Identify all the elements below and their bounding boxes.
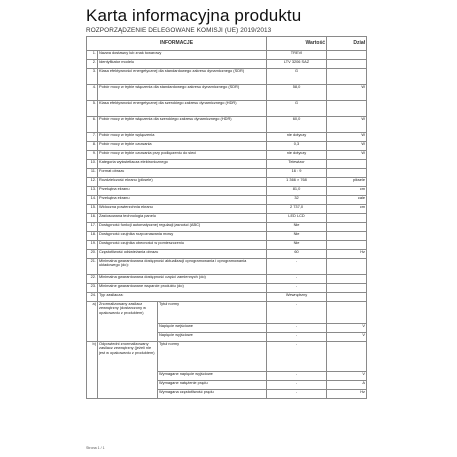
row-parameter: Klasa efektywności energetycznej dla standardowego zakresu dynamicznego (SDR) xyxy=(98,69,267,85)
row-number: 11. xyxy=(87,169,98,178)
row-value: - xyxy=(267,333,327,342)
table-row xyxy=(87,342,367,372)
row-value: 58,0 xyxy=(267,85,327,101)
row-value: - xyxy=(267,259,327,275)
row-unit xyxy=(327,284,367,293)
row-unit: cm xyxy=(327,205,367,214)
row-unit: Hz xyxy=(327,390,367,399)
row-unit: piksele xyxy=(327,178,367,187)
psu-parameter: Tytuł normy xyxy=(158,302,267,324)
row-parameter: Dostępność funkcji automatycznej regulacji jasności (ABC) xyxy=(98,223,267,232)
row-unit xyxy=(327,342,367,372)
row-value: 16 : 9 xyxy=(267,169,327,178)
row-unit: W xyxy=(327,151,367,160)
row-unit: cale xyxy=(327,196,367,205)
regulation-subtitle: ROZPORZĄDZENIE DELEGOWANE KOMISJI (UE) 2019/2013 xyxy=(86,27,272,34)
table-row xyxy=(87,187,367,196)
row-value: 0,3 xyxy=(267,142,327,151)
header-unit: Dział xyxy=(327,37,367,51)
psu-parameter: Wymagana częstotliwość prądu xyxy=(158,390,267,399)
row-value: Nie xyxy=(267,223,327,232)
psu-parameter: Napięcie wejściowe xyxy=(158,324,267,333)
row-value: - xyxy=(267,342,327,372)
row-parameter: Pobór mocy w trybie czuwania xyxy=(98,142,267,151)
row-unit: Hz xyxy=(327,250,367,259)
psu-group-label: Odpowiedni znormalizowany zasilacz zewnętrzny (jeżeli nie jest w opakowaniu z produktem) xyxy=(98,342,158,399)
row-number: 14. xyxy=(87,196,98,205)
row-parameter: Rozdzielczość ekranu (piksele) xyxy=(98,178,267,187)
table-row xyxy=(87,214,367,223)
psu-group-label: Znormalizowany zasilacz zewnętrzny (dostarczony w opakowaniu z produktem) xyxy=(98,302,158,342)
row-value: 32 xyxy=(267,196,327,205)
row-parameter: Przekątna ekranu xyxy=(98,187,267,196)
row-value: 1 366 × 768 xyxy=(267,178,327,187)
row-parameter: Identyfikator modelu xyxy=(98,60,267,69)
row-number: a) xyxy=(87,302,98,342)
row-number: 16. xyxy=(87,214,98,223)
row-number: 24. xyxy=(87,293,98,302)
table-row xyxy=(87,169,367,178)
page-footer: Strona 1 / 1 xyxy=(86,446,105,450)
row-value: 2 737,0 xyxy=(267,205,327,214)
row-unit: A xyxy=(327,381,367,390)
table-row xyxy=(87,241,367,250)
table-row xyxy=(87,142,367,151)
table-row xyxy=(87,232,367,241)
table-row xyxy=(87,151,367,160)
row-unit xyxy=(327,232,367,241)
row-value: - xyxy=(267,381,327,390)
row-unit xyxy=(327,241,367,250)
row-parameter: Format obrazu xyxy=(98,169,267,178)
row-unit: W xyxy=(327,117,367,133)
table-row xyxy=(87,60,367,69)
header-info: INFORMACJE xyxy=(87,37,267,51)
row-number: 7. xyxy=(87,133,98,142)
row-unit xyxy=(327,60,367,69)
row-number: 21. xyxy=(87,259,98,275)
row-parameter: Minimalna gwarantowana dostępność aktualizacji oprogramowania i oprogramowania układowego (do): xyxy=(98,259,267,275)
row-value: nie dotyczy xyxy=(267,133,327,142)
row-parameter: Pobór mocy w trybie wyłączenia xyxy=(98,133,267,142)
row-value: - xyxy=(267,324,327,333)
row-unit xyxy=(327,101,367,117)
header-value: Wartość xyxy=(267,37,327,51)
table-row xyxy=(87,133,367,142)
row-parameter: Dostępność czujnika rozpoznawania mowy xyxy=(98,232,267,241)
row-unit xyxy=(327,223,367,232)
row-parameter: Minimalna gwarantowana dostępność części zamiennych (do) xyxy=(98,275,267,284)
row-number: 12. xyxy=(87,178,98,187)
product-info-table xyxy=(86,36,367,399)
row-value: Nie xyxy=(267,232,327,241)
row-parameter: Kategoria wyświetlacza elektronicznego xyxy=(98,160,267,169)
row-number: 23. xyxy=(87,284,98,293)
table-row xyxy=(87,275,367,284)
row-parameter: Zastosowana technologia panelu xyxy=(98,214,267,223)
table-row xyxy=(87,293,367,302)
row-unit xyxy=(327,169,367,178)
row-number: 15. xyxy=(87,205,98,214)
row-number: 17. xyxy=(87,223,98,232)
row-unit xyxy=(327,51,367,60)
row-unit: W xyxy=(327,133,367,142)
table-row xyxy=(87,223,367,232)
row-number: 13. xyxy=(87,187,98,196)
row-value: G xyxy=(267,69,327,85)
table-row xyxy=(87,69,367,85)
row-parameter: Częstotliwość odświeżania obrazu xyxy=(98,250,267,259)
row-parameter: Klasa efektywności energetycznej dla szerokiego zakresu dynamicznego (HDR) xyxy=(98,101,267,117)
row-number: b) xyxy=(87,342,98,399)
row-value: - xyxy=(267,390,327,399)
psu-parameter: Wymagane napięcie wyjściowe xyxy=(158,372,267,381)
table-row xyxy=(87,117,367,133)
row-parameter: Minimalne gwarantowane wsparcie produktu (do) xyxy=(98,284,267,293)
row-value: LED LCD xyxy=(267,214,327,223)
table-row xyxy=(87,160,367,169)
table-row xyxy=(87,284,367,293)
row-unit: V xyxy=(327,372,367,381)
page-title: Karta informacyjna produktu xyxy=(86,6,302,25)
row-number: 8. xyxy=(87,142,98,151)
table-row xyxy=(87,85,367,101)
row-parameter: Pobór mocy w trybie włączenia dla standardowego zakresu dynamicznego (SDR) xyxy=(98,85,267,101)
row-number: 2. xyxy=(87,60,98,69)
row-value: 81,0 xyxy=(267,187,327,196)
row-value: G xyxy=(267,101,327,117)
row-value: 60 xyxy=(267,250,327,259)
table-row xyxy=(87,205,367,214)
table-row xyxy=(87,302,367,324)
row-value: - xyxy=(267,284,327,293)
row-value: 60,0 xyxy=(267,117,327,133)
table-row xyxy=(87,250,367,259)
row-value: Nie xyxy=(267,241,327,250)
row-number: 1. xyxy=(87,51,98,60)
row-unit xyxy=(327,160,367,169)
row-value: - xyxy=(267,275,327,284)
row-number: 18. xyxy=(87,232,98,241)
row-number: 3. xyxy=(87,69,98,85)
table-row xyxy=(87,51,367,60)
row-unit: cm xyxy=(327,187,367,196)
row-number: 10. xyxy=(87,160,98,169)
row-parameter: Typ zasilacza: xyxy=(98,293,267,302)
row-parameter: Pobór mocy w trybie włączenia dla szerokiego zakresu dynamicznego (HDR) xyxy=(98,117,267,133)
row-number: 20. xyxy=(87,250,98,259)
row-unit: V xyxy=(327,324,367,333)
row-value: LTV 3206 SAZ xyxy=(267,60,327,69)
row-parameter: Dostępność czujnika obecności w pomieszczeniu xyxy=(98,241,267,250)
row-unit xyxy=(327,259,367,275)
row-unit xyxy=(327,293,367,302)
row-parameter: Pobór mocy w trybie czuwania przy podłączeniu do sieci xyxy=(98,151,267,160)
row-unit: W xyxy=(327,142,367,151)
row-parameter: Przekątna ekranu xyxy=(98,196,267,205)
row-value: - xyxy=(267,372,327,381)
row-number: 22. xyxy=(87,275,98,284)
table-row xyxy=(87,259,367,275)
row-parameter: Widoczna powierzchnia ekranu xyxy=(98,205,267,214)
row-value: - xyxy=(267,302,327,324)
table-row xyxy=(87,101,367,117)
table-row xyxy=(87,178,367,187)
table-row xyxy=(87,196,367,205)
row-number: 4. xyxy=(87,85,98,101)
row-parameter: Nazwa dostawcy lub znak towarowy xyxy=(98,51,267,60)
psu-parameter: Napięcie wyjściowe xyxy=(158,333,267,342)
row-unit: V xyxy=(327,333,367,342)
row-value: Wewnętrzny xyxy=(267,293,327,302)
row-unit: W xyxy=(327,85,367,101)
row-value: Telewizor xyxy=(267,160,327,169)
row-value: TREVI xyxy=(267,51,327,60)
row-number: 5. xyxy=(87,101,98,117)
row-value: nie dotyczy xyxy=(267,151,327,160)
row-number: 9. xyxy=(87,151,98,160)
row-unit xyxy=(327,302,367,324)
row-unit xyxy=(327,214,367,223)
psu-parameter: Tytuł normy xyxy=(158,342,267,372)
table-header-row xyxy=(87,37,367,51)
row-number: 19. xyxy=(87,241,98,250)
psu-parameter: Wymagane natężenie prądu xyxy=(158,381,267,390)
row-number: 6. xyxy=(87,117,98,133)
row-unit xyxy=(327,275,367,284)
row-unit xyxy=(327,69,367,85)
